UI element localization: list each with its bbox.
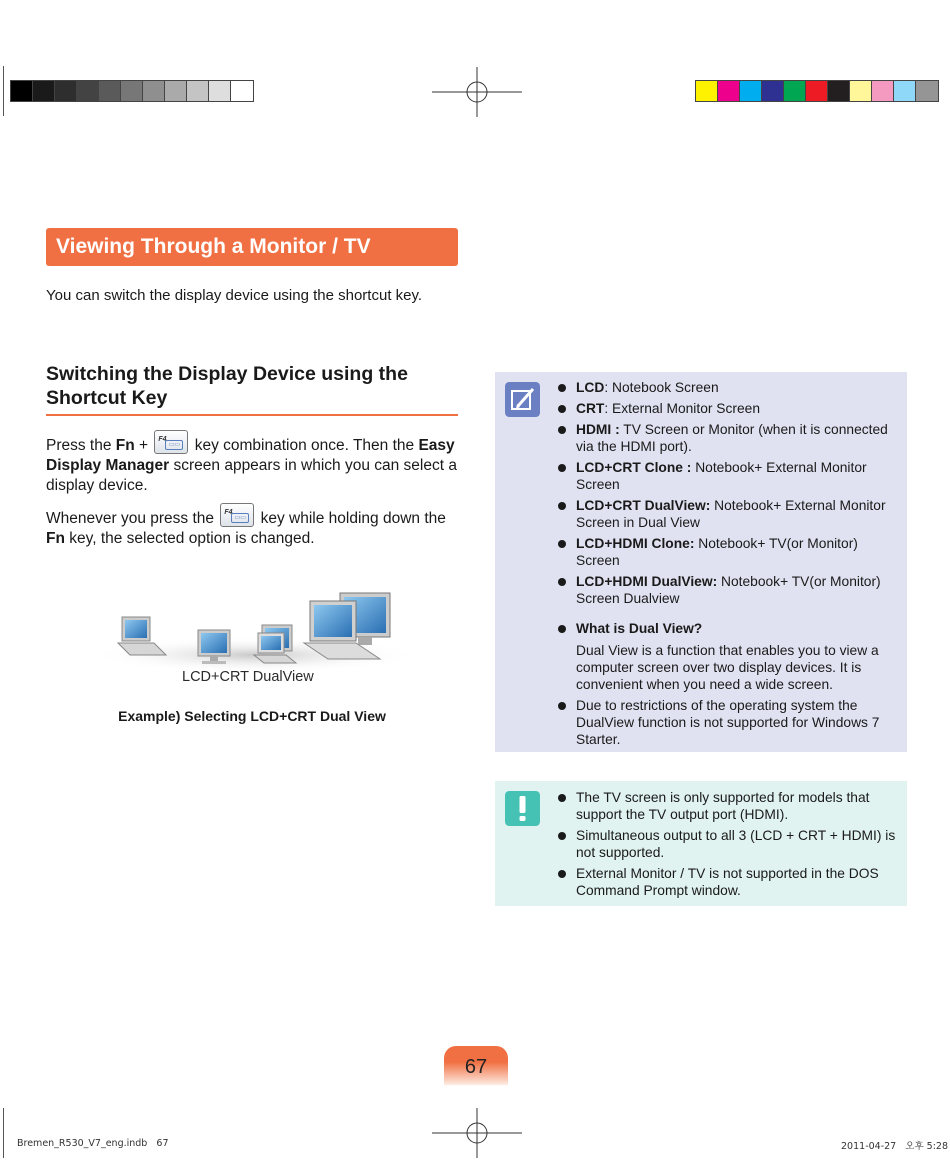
paragraph-option-change: Whenever you press the F4 ▭▭ key while holding down the Fn key, the selected option is changed. (46, 503, 466, 549)
page-number: 67 (444, 1046, 508, 1086)
note-item: HDMI : TV Screen or Monitor (when it is connected via the HDMI port). (576, 421, 901, 455)
color-swatch (740, 81, 762, 101)
note-item: LCD: Notebook Screen (576, 379, 901, 396)
gray-swatch (231, 81, 253, 101)
subsection-rule (46, 414, 458, 416)
dual-view-question: What is Dual View? (576, 620, 901, 637)
color-swatch (850, 81, 872, 101)
gray-swatch (11, 81, 33, 101)
warning-item: Simultaneous output to all 3 (LCD + CRT + HDMI) is not supported. (576, 827, 901, 861)
warning-item: The TV screen is only supported for models that support the TV output port (HDMI). (576, 789, 901, 823)
color-swatch (762, 81, 784, 101)
exclamation-icon (505, 791, 540, 826)
f4-key-icon: F4 ▭▭ (220, 503, 254, 527)
subsection-title: Switching the Display Device using the Shortcut Key (46, 363, 408, 409)
gray-swatch (187, 81, 209, 101)
easy-display-manager-text: Easy Display Manager (46, 437, 455, 474)
gray-swatch (143, 81, 165, 101)
restriction-note: Due to restrictions of the operating system the DualView function is not supported for Windows 7 Starter. (576, 697, 901, 748)
fn-key-text: Fn (46, 530, 65, 547)
grayscale-calibration-bar (10, 80, 254, 102)
color-swatch (784, 81, 806, 101)
note-box (495, 372, 907, 752)
color-swatch (828, 81, 850, 101)
gray-swatch (165, 81, 187, 101)
gray-swatch (99, 81, 121, 101)
f4-key-icon: F4 ▭▭ (154, 430, 188, 454)
note-item: LCD+HDMI DualView: Notebook+ TV(or Monitor) Screen Dualview (576, 573, 901, 607)
dualview-illustration (90, 585, 420, 690)
footer-timestamp: 2011-04-27 오후 5:28 (841, 1141, 948, 1152)
figure-label: LCD+CRT DualView (182, 669, 314, 685)
intro-text: You can switch the display device using the shortcut key. (46, 287, 423, 304)
gray-swatch (209, 81, 231, 101)
color-swatch (894, 81, 916, 101)
note-item: LCD+HDMI Clone: Notebook+ TV(or Monitor) Screen (576, 535, 901, 569)
color-swatch (806, 81, 828, 101)
gray-swatch (121, 81, 143, 101)
color-swatch (916, 81, 938, 101)
dual-view-answer: Dual View is a function that enables you to view a computer screen over two display devices. It is convenient when you need a wide screen. (576, 643, 879, 692)
gray-swatch (55, 81, 77, 101)
figure-caption: Example) Selecting LCD+CRT Dual View (118, 708, 386, 724)
color-swatch (872, 81, 894, 101)
crop-mark-left-bottom (3, 1108, 4, 1158)
gray-swatch (77, 81, 99, 101)
color-calibration-bar (695, 80, 939, 102)
pencil-note-icon (505, 382, 540, 417)
note-item: LCD+CRT DualView: Notebook+ External Monitor Screen in Dual View (576, 497, 901, 531)
warning-item: External Monitor / TV is not supported in the DOS Command Prompt window. (576, 865, 901, 899)
fn-key-text: Fn (115, 437, 135, 454)
registration-mark-bottom (432, 1108, 522, 1158)
crop-mark-left-top (3, 66, 4, 116)
note-item: LCD+CRT Clone : Notebook+ External Monitor Screen (576, 459, 901, 493)
registration-mark-top (432, 67, 522, 117)
color-swatch (718, 81, 740, 101)
warning-box (495, 781, 907, 906)
paragraph-fn-combo: Press the Fn + F4 ▭▭ key combination once. Then the Easy Display Manager screen appears in which you can select a display device. (46, 430, 466, 496)
note-item: CRT: External Monitor Screen (576, 400, 901, 417)
color-swatch (696, 81, 718, 101)
section-title: Viewing Through a Monitor / TV (46, 228, 458, 266)
footer-file-info: Bremen_R530_V7_eng.indb 67 (17, 1138, 169, 1149)
gray-swatch (33, 81, 55, 101)
